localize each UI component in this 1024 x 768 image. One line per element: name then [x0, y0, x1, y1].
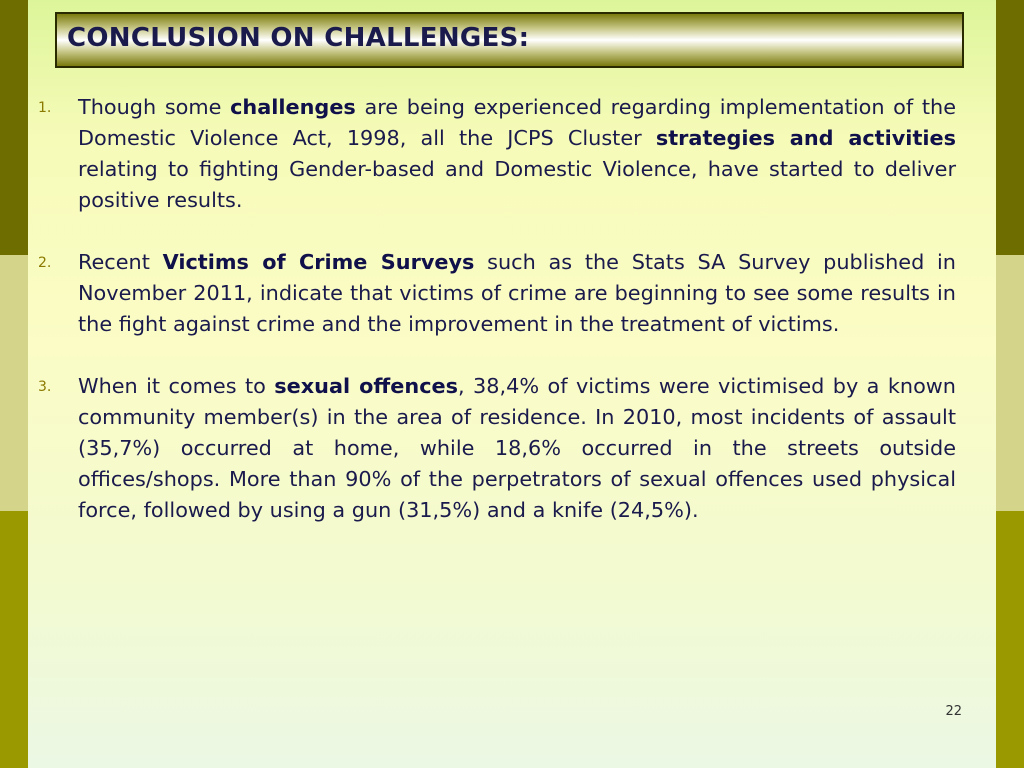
- list-item-3: [38, 371, 956, 526]
- item-text: , 38,4% of victims were victimised by a known community member(s) in the area of residence. In 2010, most incidents of assault (35,7%) occurred at home, while 18,6% occurred in the streets outside offices/shops. More than 90% of the perpetrators of sexual offences used physical force, followed by using a gun (31,5%) and a knife (24,5%).: [78, 374, 956, 522]
- item-text: are being experienced regarding implementation of the Domestic Violence Act, 1998, all the JCPS Cluster: [78, 95, 956, 150]
- right-stripe-middle: [996, 255, 1024, 511]
- slide-title: CONCLUSION ON CHALLENGES:: [67, 23, 530, 53]
- item-text: Though some: [78, 95, 231, 119]
- list-number: 1.: [38, 100, 52, 116]
- list-number: 3.: [38, 379, 52, 395]
- item-text: such as the Stats SA Survey published in November 2011, indicate that victims of crime are beginning to see some results in the fight against crime and the improvement in the treatment of victims.: [78, 250, 956, 336]
- list-item-2: [38, 247, 956, 340]
- page-number: 22: [945, 704, 962, 719]
- left-stripe-bottom: [0, 511, 28, 768]
- body-list: [38, 92, 956, 557]
- list-item-1: [38, 92, 956, 216]
- list-number: 2.: [38, 255, 52, 271]
- item-text: Recent: [78, 250, 163, 274]
- left-stripe-middle: [0, 255, 28, 511]
- title-box: [55, 12, 964, 68]
- item-emphasis: strategies and activities: [655, 126, 956, 150]
- item-text: When it comes to: [78, 374, 275, 398]
- right-stripe-bottom: [996, 511, 1024, 768]
- item-text: relating to fighting Gender-based and Domestic Violence, have started to deliver positive results.: [78, 157, 956, 212]
- item-emphasis: sexual offences: [274, 374, 458, 398]
- left-stripe-top: [0, 0, 28, 255]
- right-stripe-top: [996, 0, 1024, 255]
- item-emphasis: challenges: [230, 95, 356, 119]
- item-emphasis: Victims of Crime Surveys: [162, 250, 475, 274]
